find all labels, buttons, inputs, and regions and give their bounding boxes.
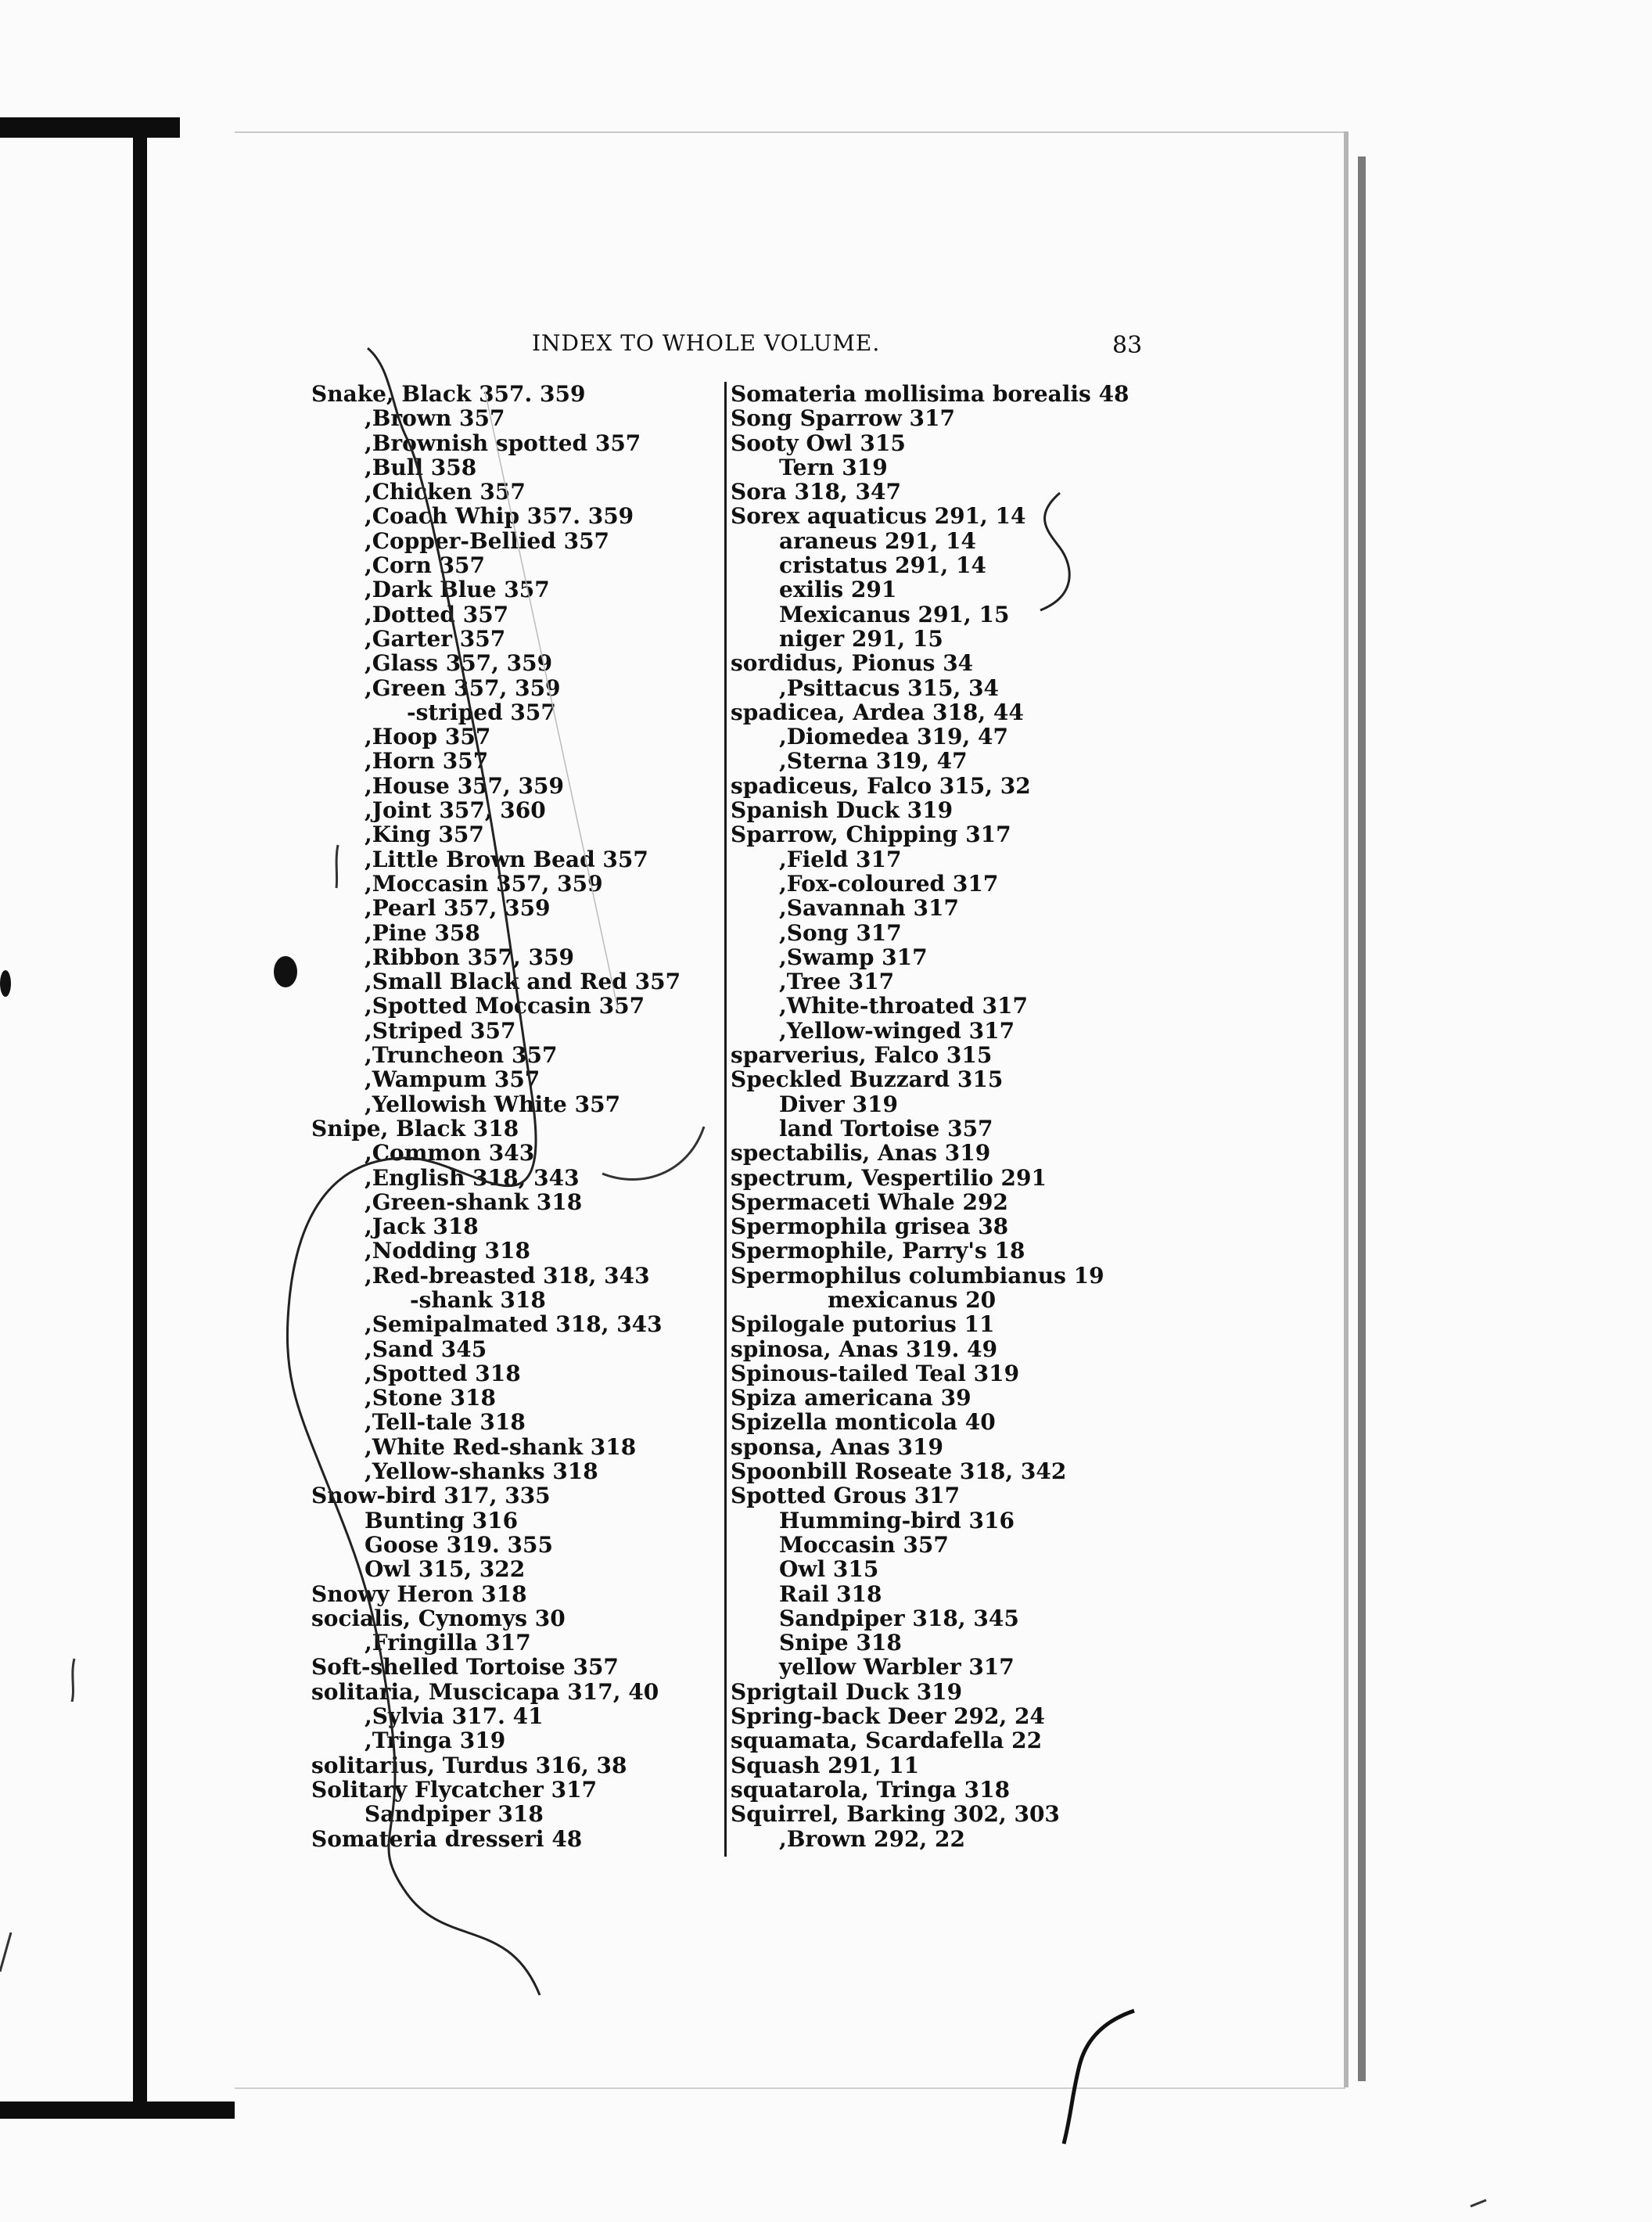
index-entry: ,Horn 357 [365, 748, 489, 775]
index-entry: ,Stone 318 [365, 1385, 496, 1411]
index-entry: Snipe, Black 318 [311, 1115, 519, 1142]
index-entry: Speckled Buzzard 315 [731, 1066, 1004, 1093]
index-entry: squatarola, Tringa 318 [731, 1776, 1011, 1803]
index-entry: ,Pearl 357, 359 [365, 895, 551, 922]
index-entry: ,White Red-shank 318 [365, 1433, 637, 1460]
index-entry: -striped 357 [407, 699, 556, 725]
index-entry: spectabilis, Anas 319 [731, 1140, 991, 1167]
index-entry: ,English 318, 343 [365, 1164, 580, 1191]
index-entry: ,Spotted 318 [365, 1360, 521, 1386]
index-entry: ,Pine 358 [365, 919, 480, 946]
index-entry: cristatus 291, 14 [779, 552, 986, 579]
pen-mark-bottom [1064, 2011, 1134, 2144]
index-entry: ,Yellow-winged 317 [779, 1017, 1015, 1044]
index-entry: Spilogale putorius 11 [731, 1311, 995, 1338]
index-entry: sponsa, Anas 319 [731, 1433, 943, 1460]
index-entry: Owl 315, 322 [365, 1556, 526, 1583]
index-entry: Sandpiper 318 [365, 1801, 544, 1828]
index-entry: Somateria dresseri 48 [311, 1825, 583, 1852]
index-entry: ,Fringilla 317 [365, 1630, 531, 1656]
index-entry: solitarius, Turdus 316, 38 [311, 1752, 627, 1778]
index-entry: Song Sparrow 317 [731, 405, 955, 432]
index-entry: ,Tringa 319 [365, 1728, 506, 1754]
index-entry: Spotted Grous 317 [731, 1483, 961, 1509]
index-entry: Rail 318 [779, 1580, 882, 1607]
index-entry: ,Green-shank 318 [365, 1188, 583, 1215]
index-entry: ,Bull 358 [365, 454, 477, 480]
index-entry: ,Wampum 357 [365, 1066, 540, 1093]
index-entry: ,Little Brown Bead 357 [365, 846, 648, 872]
pen-mark-bottom-right [1471, 2200, 1486, 2206]
index-entry: sparverius, Falco 315 [731, 1042, 993, 1069]
index-entry: mexicanus 20 [828, 1286, 997, 1313]
index-entry: ,Glass 357, 359 [365, 650, 553, 677]
index-entry: Spermophile, Parry's 18 [731, 1238, 1025, 1264]
pen-bracket-right [1040, 493, 1069, 610]
index-entry: exilis 291 [779, 577, 897, 603]
index-entry: ,Psittacus 315, 34 [779, 674, 1000, 701]
index-entry: ,Dark Blue 357 [365, 577, 550, 603]
index-entry: Sora 318, 347 [731, 479, 901, 505]
pen-tick-far-left-2 [0, 1933, 11, 1972]
index-entry: Sandpiper 318, 345 [779, 1605, 1019, 1631]
index-entry: ,Song 317 [779, 919, 902, 946]
index-entry: Diver 319 [779, 1091, 898, 1117]
index-entry: spadicea, Ardea 318, 44 [731, 699, 1024, 725]
index-entry: Spermaceti Whale 292 [731, 1188, 1008, 1215]
index-entry: solitaria, Muscicapa 317, 40 [311, 1678, 659, 1705]
index-entry: Soft-shelled Tortoise 357 [311, 1654, 619, 1681]
index-entry: ,Field 317 [779, 846, 902, 872]
index-entry: ,Copper-Bellied 357 [365, 527, 610, 554]
index-entry: ,Striped 357 [365, 1017, 516, 1044]
index-entry: ,Dotted 357 [365, 601, 509, 627]
index-entry: Spinous-tailed Teal 319 [731, 1360, 1020, 1386]
index-entry: ,Joint 357, 360 [365, 797, 546, 824]
index-entry: spadiceus, Falco 315, 32 [731, 772, 1031, 799]
index-entry: Goose 319. 355 [365, 1531, 553, 1558]
index-entry: ,White-throated 317 [779, 993, 1028, 1019]
index-entry: ,Yellow-shanks 318 [365, 1458, 598, 1485]
pen-squiggle-line [287, 348, 540, 1995]
index-entry: ,Corn 357 [365, 552, 486, 579]
index-entry: Sprigtail Duck 319 [731, 1678, 963, 1705]
index-entry: ,House 357, 359 [365, 772, 564, 799]
index-entry: sordidus, Pionus 34 [731, 650, 974, 677]
index-entry: spectrum, Vespertilio 291 [731, 1164, 1047, 1191]
index-entry: land Tortoise 357 [779, 1115, 993, 1142]
page-number: 83 [1112, 332, 1143, 359]
index-entry: ,Fox-coloured 317 [779, 870, 999, 897]
running-head: INDEX TO WHOLE VOLUME. [532, 330, 881, 356]
index-entry: ,Common 343 [365, 1140, 535, 1167]
index-entry: Spizella monticola 40 [731, 1409, 996, 1436]
index-entry: squamata, Scardafella 22 [731, 1728, 1043, 1754]
index-entry: ,Tree 317 [779, 969, 895, 995]
index-entry: ,Sand 345 [365, 1336, 487, 1362]
index-entry: ,Tell-tale 318 [365, 1409, 526, 1436]
index-entry: ,Nodding 318 [365, 1238, 530, 1264]
pen-tick-far-left [72, 1659, 74, 1702]
index-entry: Squash 291, 11 [731, 1752, 920, 1778]
index-entry: Humming-bird 316 [779, 1507, 1015, 1533]
index-entry: ,Swamp 317 [779, 944, 928, 970]
index-entry: Tern 319 [779, 454, 888, 480]
index-entry: ,Green 357, 359 [365, 674, 561, 701]
index-entry: ,Semipalmated 318, 343 [365, 1311, 663, 1338]
index-entry: Bunting 316 [365, 1507, 519, 1533]
index-entry: Snow-bird 317, 335 [311, 1483, 551, 1509]
index-entry: Squirrel, Barking 302, 303 [731, 1801, 1060, 1828]
index-entry: Spermophilus columbianus 19 [731, 1262, 1104, 1289]
index-entry: Snipe 318 [779, 1630, 902, 1656]
index-entry: ,Chicken 357 [365, 479, 526, 505]
index-entry: Somateria mollisima borealis 48 [731, 381, 1129, 407]
index-entry: ,Coach Whip 357. 359 [365, 503, 634, 530]
pen-curve-mid [602, 1127, 704, 1180]
index-entry: ,Sylvia 317. 41 [365, 1703, 544, 1730]
index-entry: ,Sterna 319, 47 [779, 748, 968, 775]
index-entry: ,Brownish spotted 357 [365, 430, 641, 456]
index-entry: -shank 318 [410, 1286, 546, 1313]
index-entry: Sparrow, Chipping 317 [731, 822, 1011, 848]
index-entry: Moccasin 357 [779, 1531, 949, 1558]
index-entry: Spanish Duck 319 [731, 797, 953, 824]
index-entry: araneus 291, 14 [779, 527, 976, 554]
index-entry: ,Brown 292, 22 [779, 1825, 965, 1852]
index-entry: ,Ribbon 357, 359 [365, 944, 574, 970]
index-entry: ,Brown 357 [365, 405, 505, 432]
index-entry: spinosa, Anas 319. 49 [731, 1336, 998, 1362]
index-entry: Sooty Owl 315 [731, 430, 906, 456]
index-entry: ,Truncheon 357 [365, 1042, 558, 1069]
index-entry: Spoonbill Roseate 318, 342 [731, 1458, 1067, 1485]
index-entry: socialis, Cynomys 30 [311, 1605, 566, 1631]
index-entry: Owl 315 [779, 1556, 879, 1583]
index-entry: ,King 357 [365, 822, 484, 848]
index-entry: ,Red-breasted 318, 343 [365, 1262, 650, 1289]
index-entry: ,Savannah 317 [779, 895, 959, 922]
index-entry: ,Diomedea 319, 47 [779, 724, 1008, 750]
index-entry: yellow Warbler 317 [779, 1654, 1015, 1681]
index-entry: ,Hoop 357 [365, 724, 491, 750]
index-entry: Snake, Black 357. 359 [311, 381, 586, 407]
index-entry: ,Spotted Moccasin 357 [365, 993, 645, 1019]
index-entry: ,Small Black and Red 357 [365, 969, 681, 995]
pen-tick-left [336, 845, 338, 888]
index-entry: ,Yellowish White 357 [365, 1091, 621, 1117]
index-entry: Spiza americana 39 [731, 1385, 971, 1411]
index-entry: Snowy Heron 318 [311, 1580, 527, 1607]
index-entry: Spring-back Deer 292, 24 [731, 1703, 1045, 1730]
index-entry: ,Garter 357 [365, 625, 506, 652]
index-entry: ,Moccasin 357, 359 [365, 870, 603, 897]
index-entry: Sorex aquaticus 291, 14 [731, 503, 1026, 530]
index-entry: Spermophila grisea 38 [731, 1213, 1009, 1240]
index-entry: ,Jack 318 [365, 1213, 479, 1240]
index-entry: Mexicanus 291, 15 [779, 601, 1010, 627]
index-entry: niger 291, 15 [779, 625, 943, 652]
index-entry: Solitary Flycatcher 317 [311, 1776, 598, 1803]
